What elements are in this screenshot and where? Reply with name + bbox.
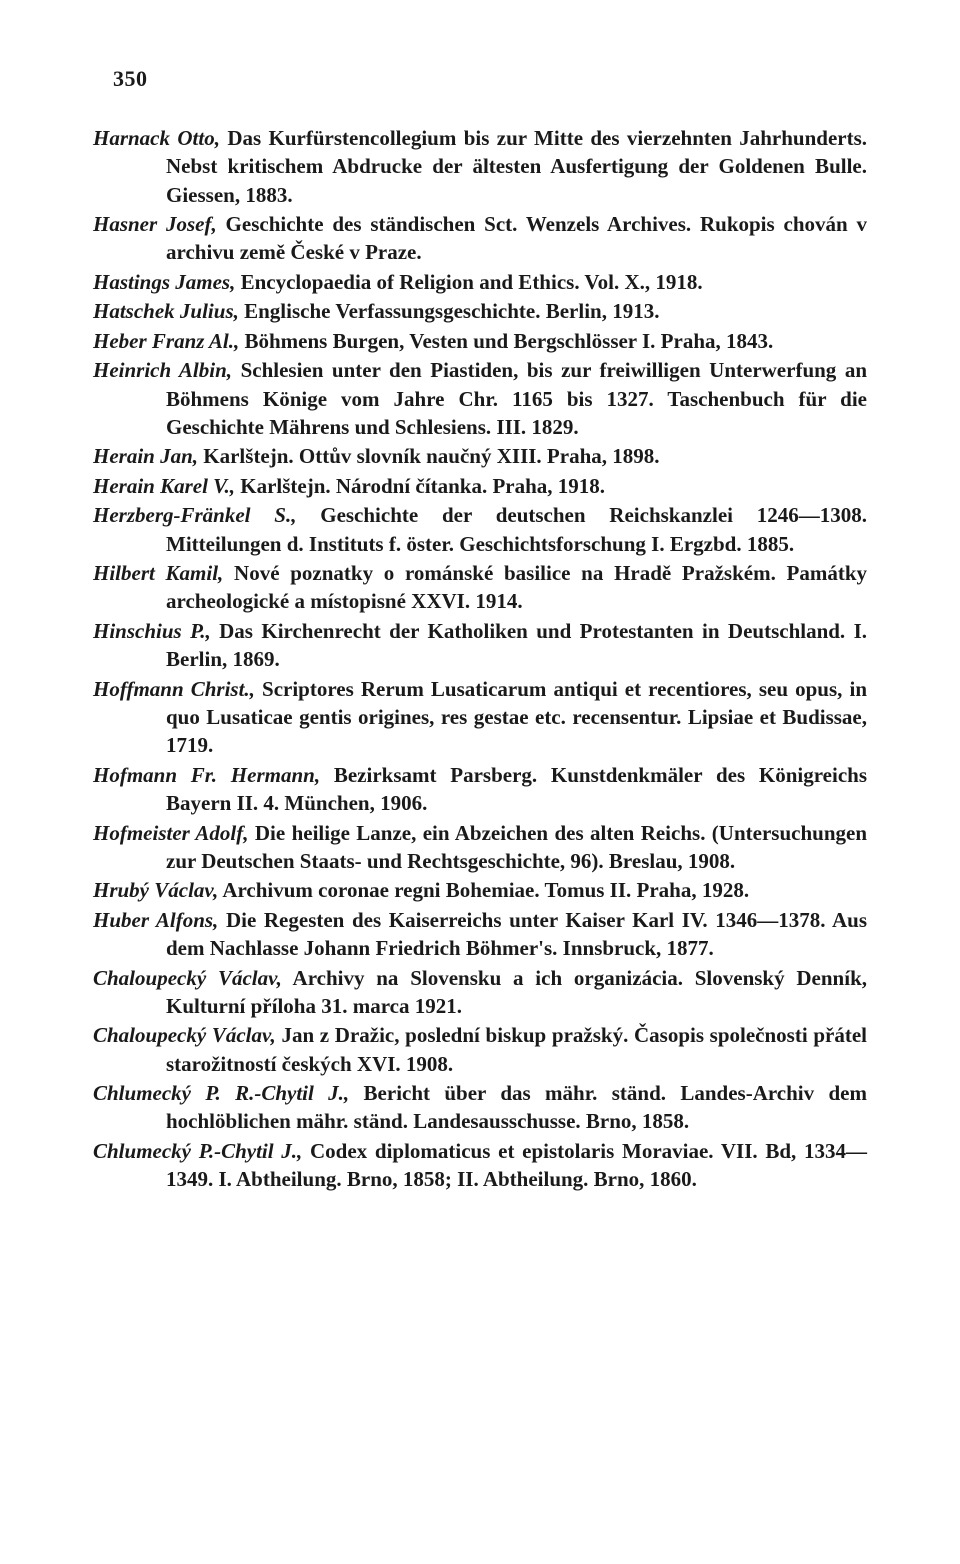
entry-author: Huber Alfons, [93, 907, 219, 932]
entry-text: Jan z Dražic, poslední biskup pražský. Časopis společnosti přátel starožitností českých XVI. 1908. [166, 1023, 867, 1076]
entry-author: Harnack Otto, [93, 126, 220, 150]
page-number: 350 [113, 66, 148, 91]
entry-author: Hrubý Václav, [93, 878, 219, 903]
entry-author: Hatschek Julius, [93, 299, 239, 324]
bibliography-entry [93, 268, 867, 296]
bibliography-entry [93, 327, 867, 355]
entry-text: Das Kirchenrecht der Katholiken und Protestanten in Deutschland. I. Berlin, 1869. [166, 618, 868, 672]
bibliography-entry [93, 617, 867, 674]
bibliography-entry [93, 819, 867, 876]
entry-text: Archivy na Slovensku a ich organizácia. Slovenský Denník, Kulturní příloha 31. marca 1921. [166, 965, 867, 1018]
entry-text: Encyclopaedia of Religion and Ethics. Vol. X., 1918. [240, 269, 703, 294]
entry-text: Englische Verfassungsgeschichte. Berlin, 1913. [244, 299, 660, 324]
bibliography-entry [93, 761, 867, 818]
entry-author: Heinrich Albin, [93, 358, 233, 383]
bibliography-entry [93, 1137, 867, 1194]
bibliography-entry [93, 906, 867, 963]
bibliography-entry [93, 124, 867, 209]
entry-text: Die Regesten des Kaiserreichs unter Kaiser Karl IV. 1346—1378. Aus dem Nachlasse Johann Friedrich Böhmer's. Innsbruck, 1877. [166, 907, 868, 961]
bibliography-entry [93, 559, 867, 616]
entry-author: Chaloupecký Václav, [93, 965, 282, 990]
entry-author: Hilbert Kamil, [93, 561, 224, 586]
entry-text: Scriptores Rerum Lusaticarum antiqui et recentiores, seu opus, in quo Lusaticae gentis origines, res gestae etc. recensentur. Lipsiae et Budissae, 1719. [166, 676, 867, 758]
bibliography-entry [93, 442, 867, 470]
bibliography-list [93, 124, 867, 1195]
entry-text: Nové poznatky o románské basilice na Hradě Pražském. Památky archeologické a místopisné XXVI. 1914. [166, 561, 868, 614]
bibliography-entry [93, 675, 867, 760]
entry-text: Böhmens Burgen, Vesten und Bergschlösser I. Praha, 1843. [244, 328, 774, 353]
entry-text: Bezirksamt Parsberg. Kunstdenkmäler des Königreichs Bayern II. 4. München, 1906. [166, 762, 867, 816]
entry-text: Die heilige Lanze, ein Abzeichen des alten Reichs. (Untersuchungen zur Deutschen Staats- und Rechtsgeschichte, 96). Breslau, 1908. [166, 820, 867, 873]
bibliography-entry [93, 210, 867, 267]
entry-text: Geschichte der deutschen Reichskanzlei 1246—1308. Mitteilungen d. Instituts f. öster. Geschichtsforschung I. Ergzbd. 1885. [166, 503, 867, 556]
entry-text: Geschichte des ständischen Sct. Wenzels Archives. Rukopis chován v archivu země České v Praze. [166, 212, 867, 265]
entry-author: Hoffmann Christ., [93, 676, 255, 701]
entry-author: Hinschius P., [93, 618, 211, 643]
bibliography-entry [93, 297, 867, 325]
entry-author: Hofmeister Adolf, [93, 820, 249, 845]
bibliography-entry [93, 964, 867, 1021]
entry-author: Herain Jan, [93, 444, 199, 469]
entry-author: Chlumecký P. R.-Chytil J., [93, 1081, 350, 1106]
entry-author: Chlumecký P.-Chytil J., [93, 1138, 303, 1163]
bibliography-entry [93, 356, 867, 441]
bibliography-entry [93, 1079, 867, 1136]
entry-author: Heber Franz Al., [93, 328, 240, 353]
entry-text: Karlštejn. Národní čítanka. Praha, 1918. [240, 473, 606, 498]
entry-author: Hastings James, [93, 269, 236, 294]
bibliography-entry [93, 472, 867, 500]
entry-author: Chaloupecký Václav, [93, 1023, 276, 1048]
bibliography-entry [93, 1021, 867, 1078]
entry-author: Hasner Josef, [93, 212, 217, 237]
entry-author: Hofmann Fr. Hermann, [93, 762, 321, 787]
bibliography-entry [93, 501, 867, 558]
bibliography-entry [93, 876, 867, 904]
entry-text: Schlesien unter den Piastiden, bis zur freiwilligen Unterwerfung an Böhmens Könige vom Jahre Chr. 1165 bis 1327. Taschenbuch für die Geschichte Mährens und Schlesiens. III. 1829. [166, 358, 868, 439]
entry-text: Archivum coronae regni Bohemiae. Tomus II. Praha, 1928. [222, 878, 750, 903]
entry-author: Herain Karel V., [93, 473, 235, 498]
entry-text: Das Kurfürstencollegium bis zur Mitte des vierzehnten Jahrhunderts. Nebst kritischem Abdrucke der ältesten Ausfertigung der Goldenen Bulle. Giessen, 1883. [166, 126, 868, 207]
entry-author: Herzberg-Fränkel S., [93, 503, 297, 528]
entry-text: Bericht über das mähr. ständ. Landes-Archiv dem hochlöblichen mähr. ständ. Landesausschusse. Brno, 1858. [166, 1081, 867, 1134]
entry-text: Codex diplomaticus et epistolaris Moraviae. VII. Bd, 1334—1349. I. Abtheilung. Brno, 1858; II. Abtheilung. Brno, 1860. [166, 1138, 868, 1192]
entry-text: Karlštejn. Ottův slovník naučný XIII. Praha, 1898. [203, 444, 660, 469]
